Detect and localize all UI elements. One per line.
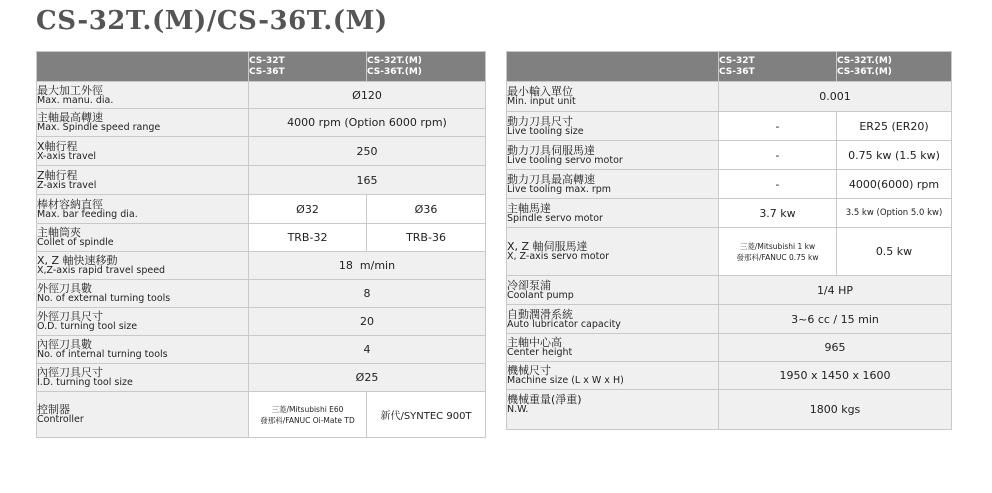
header-col-milling: CS-32T.(M) CS-36T.(M) bbox=[367, 52, 486, 82]
row-value-standard: 三菱/Mitsubishi 1 kw 發那科/FANUC 0.75 kw bbox=[719, 228, 837, 276]
header-col-milling: CS-32T.(M) CS-36T.(M) bbox=[837, 52, 952, 82]
row-value: 18 m/min bbox=[249, 252, 486, 280]
table-row bbox=[507, 228, 952, 276]
table-row bbox=[37, 252, 486, 280]
row-value-standard: - bbox=[719, 170, 837, 199]
row-value: 1/4 HP bbox=[719, 276, 952, 305]
row-value: 3~6 cc / 15 min bbox=[719, 305, 952, 334]
row-value-standard: TRB-32 bbox=[249, 224, 367, 252]
row-label: 自動潤滑系統 Auto lubricator capacity bbox=[507, 305, 719, 334]
row-label: X軸行程 X-axis travel bbox=[37, 137, 249, 166]
table-row bbox=[37, 109, 486, 137]
row-value-standard: - bbox=[719, 141, 837, 170]
table-row bbox=[507, 362, 952, 390]
row-label: 主軸最高轉速 Max. Spindle speed range bbox=[37, 109, 249, 137]
row-value-milling: Ø36 bbox=[367, 195, 486, 224]
row-value: 965 bbox=[719, 334, 952, 362]
row-label: X, Z 軸伺服馬達 X, Z-axis servo motor bbox=[507, 228, 719, 276]
table-row bbox=[37, 137, 486, 166]
row-label: 控制器 Controller bbox=[37, 392, 249, 438]
row-value-standard: Ø32 bbox=[249, 195, 367, 224]
row-label: 主軸筒夾 Collet of spindle bbox=[37, 224, 249, 252]
row-label: 動力刀具最高轉速 Live tooling max. rpm bbox=[507, 170, 719, 199]
row-label: 動力刀具尺寸 Live tooling size bbox=[507, 112, 719, 141]
row-value: Ø25 bbox=[249, 364, 486, 392]
row-label: Z軸行程 Z-axis travel bbox=[37, 166, 249, 195]
row-label: 主軸馬達 Spindle servo motor bbox=[507, 199, 719, 228]
table-row bbox=[37, 392, 486, 438]
row-value: 1950 x 1450 x 1600 bbox=[719, 362, 952, 390]
table-row bbox=[507, 305, 952, 334]
table-header-row bbox=[507, 52, 952, 82]
row-label: X, Z 軸快速移動 X,Z-axis rapid travel speed bbox=[37, 252, 249, 280]
row-value: 1800 kgs bbox=[719, 390, 952, 430]
row-value-milling: 3.5 kw (Option 5.0 kw) bbox=[837, 199, 952, 228]
row-value: 165 bbox=[249, 166, 486, 195]
table-row bbox=[37, 166, 486, 195]
row-label: 最小輸入單位 Min. input unit bbox=[507, 82, 719, 112]
row-label: 內徑刀具尺寸 I.D. turning tool size bbox=[37, 364, 249, 392]
table-row bbox=[37, 280, 486, 308]
table-row bbox=[507, 334, 952, 362]
table-row bbox=[37, 364, 486, 392]
header-blank bbox=[507, 52, 719, 82]
table-row bbox=[507, 82, 952, 112]
row-value-milling: 0.75 kw (1.5 kw) bbox=[837, 141, 952, 170]
row-value: 0.001 bbox=[719, 82, 952, 112]
table-row bbox=[507, 141, 952, 170]
row-value: 250 bbox=[249, 137, 486, 166]
table-row bbox=[37, 82, 486, 109]
row-value-standard: 三菱/Mitsubishi E60 發那科/FANUC Oi-Mate TD bbox=[249, 392, 367, 438]
row-label: 冷卻泵浦 Coolant pump bbox=[507, 276, 719, 305]
table-row bbox=[37, 195, 486, 224]
row-value-milling: 新代/SYNTEC 900T bbox=[367, 392, 486, 438]
table-row bbox=[37, 308, 486, 336]
table-row bbox=[507, 170, 952, 199]
row-label: 外徑刀具數 No. of external turning tools bbox=[37, 280, 249, 308]
header-col-standard: CS-32T CS-36T bbox=[719, 52, 837, 82]
header-col-standard: CS-32T CS-36T bbox=[249, 52, 367, 82]
row-label: 機械重量(淨重) N.W. bbox=[507, 390, 719, 430]
row-value-milling: 4000(6000) rpm bbox=[837, 170, 952, 199]
table-row bbox=[507, 112, 952, 141]
row-label: 主軸中心高 Center height bbox=[507, 334, 719, 362]
table-header-row bbox=[37, 52, 486, 82]
table-row bbox=[507, 276, 952, 305]
row-value: 4000 rpm (Option 6000 rpm) bbox=[249, 109, 486, 137]
row-value-milling: ER25 (ER20) bbox=[837, 112, 952, 141]
row-label: 外徑刀具尺寸 O.D. turning tool size bbox=[37, 308, 249, 336]
row-label: 動力刀具伺服馬達 Live tooling servo motor bbox=[507, 141, 719, 170]
header-blank bbox=[37, 52, 249, 82]
row-label: 最大加工外徑 Max. manu. dia. bbox=[37, 82, 249, 109]
row-value-milling: TRB-36 bbox=[367, 224, 486, 252]
table-row bbox=[507, 199, 952, 228]
row-value-standard: 3.7 kw bbox=[719, 199, 837, 228]
page-title: CS-32T.(M)/CS-36T.(M) bbox=[36, 6, 388, 36]
table-row bbox=[37, 224, 486, 252]
row-value: 4 bbox=[249, 336, 486, 364]
row-value: 8 bbox=[249, 280, 486, 308]
row-value-standard: - bbox=[719, 112, 837, 141]
row-label: 棒材容納直徑 Max. bar feeding dia. bbox=[37, 195, 249, 224]
row-value: 20 bbox=[249, 308, 486, 336]
row-label: 機械尺寸 Machine size (L x W x H) bbox=[507, 362, 719, 390]
table-row bbox=[37, 336, 486, 364]
row-value: Ø120 bbox=[249, 82, 486, 109]
spec-table-left bbox=[36, 51, 486, 438]
spec-table-right bbox=[506, 51, 952, 430]
row-label: 內徑刀具數 No. of internal turning tools bbox=[37, 336, 249, 364]
table-row bbox=[507, 390, 952, 430]
row-value-milling: 0.5 kw bbox=[837, 228, 952, 276]
